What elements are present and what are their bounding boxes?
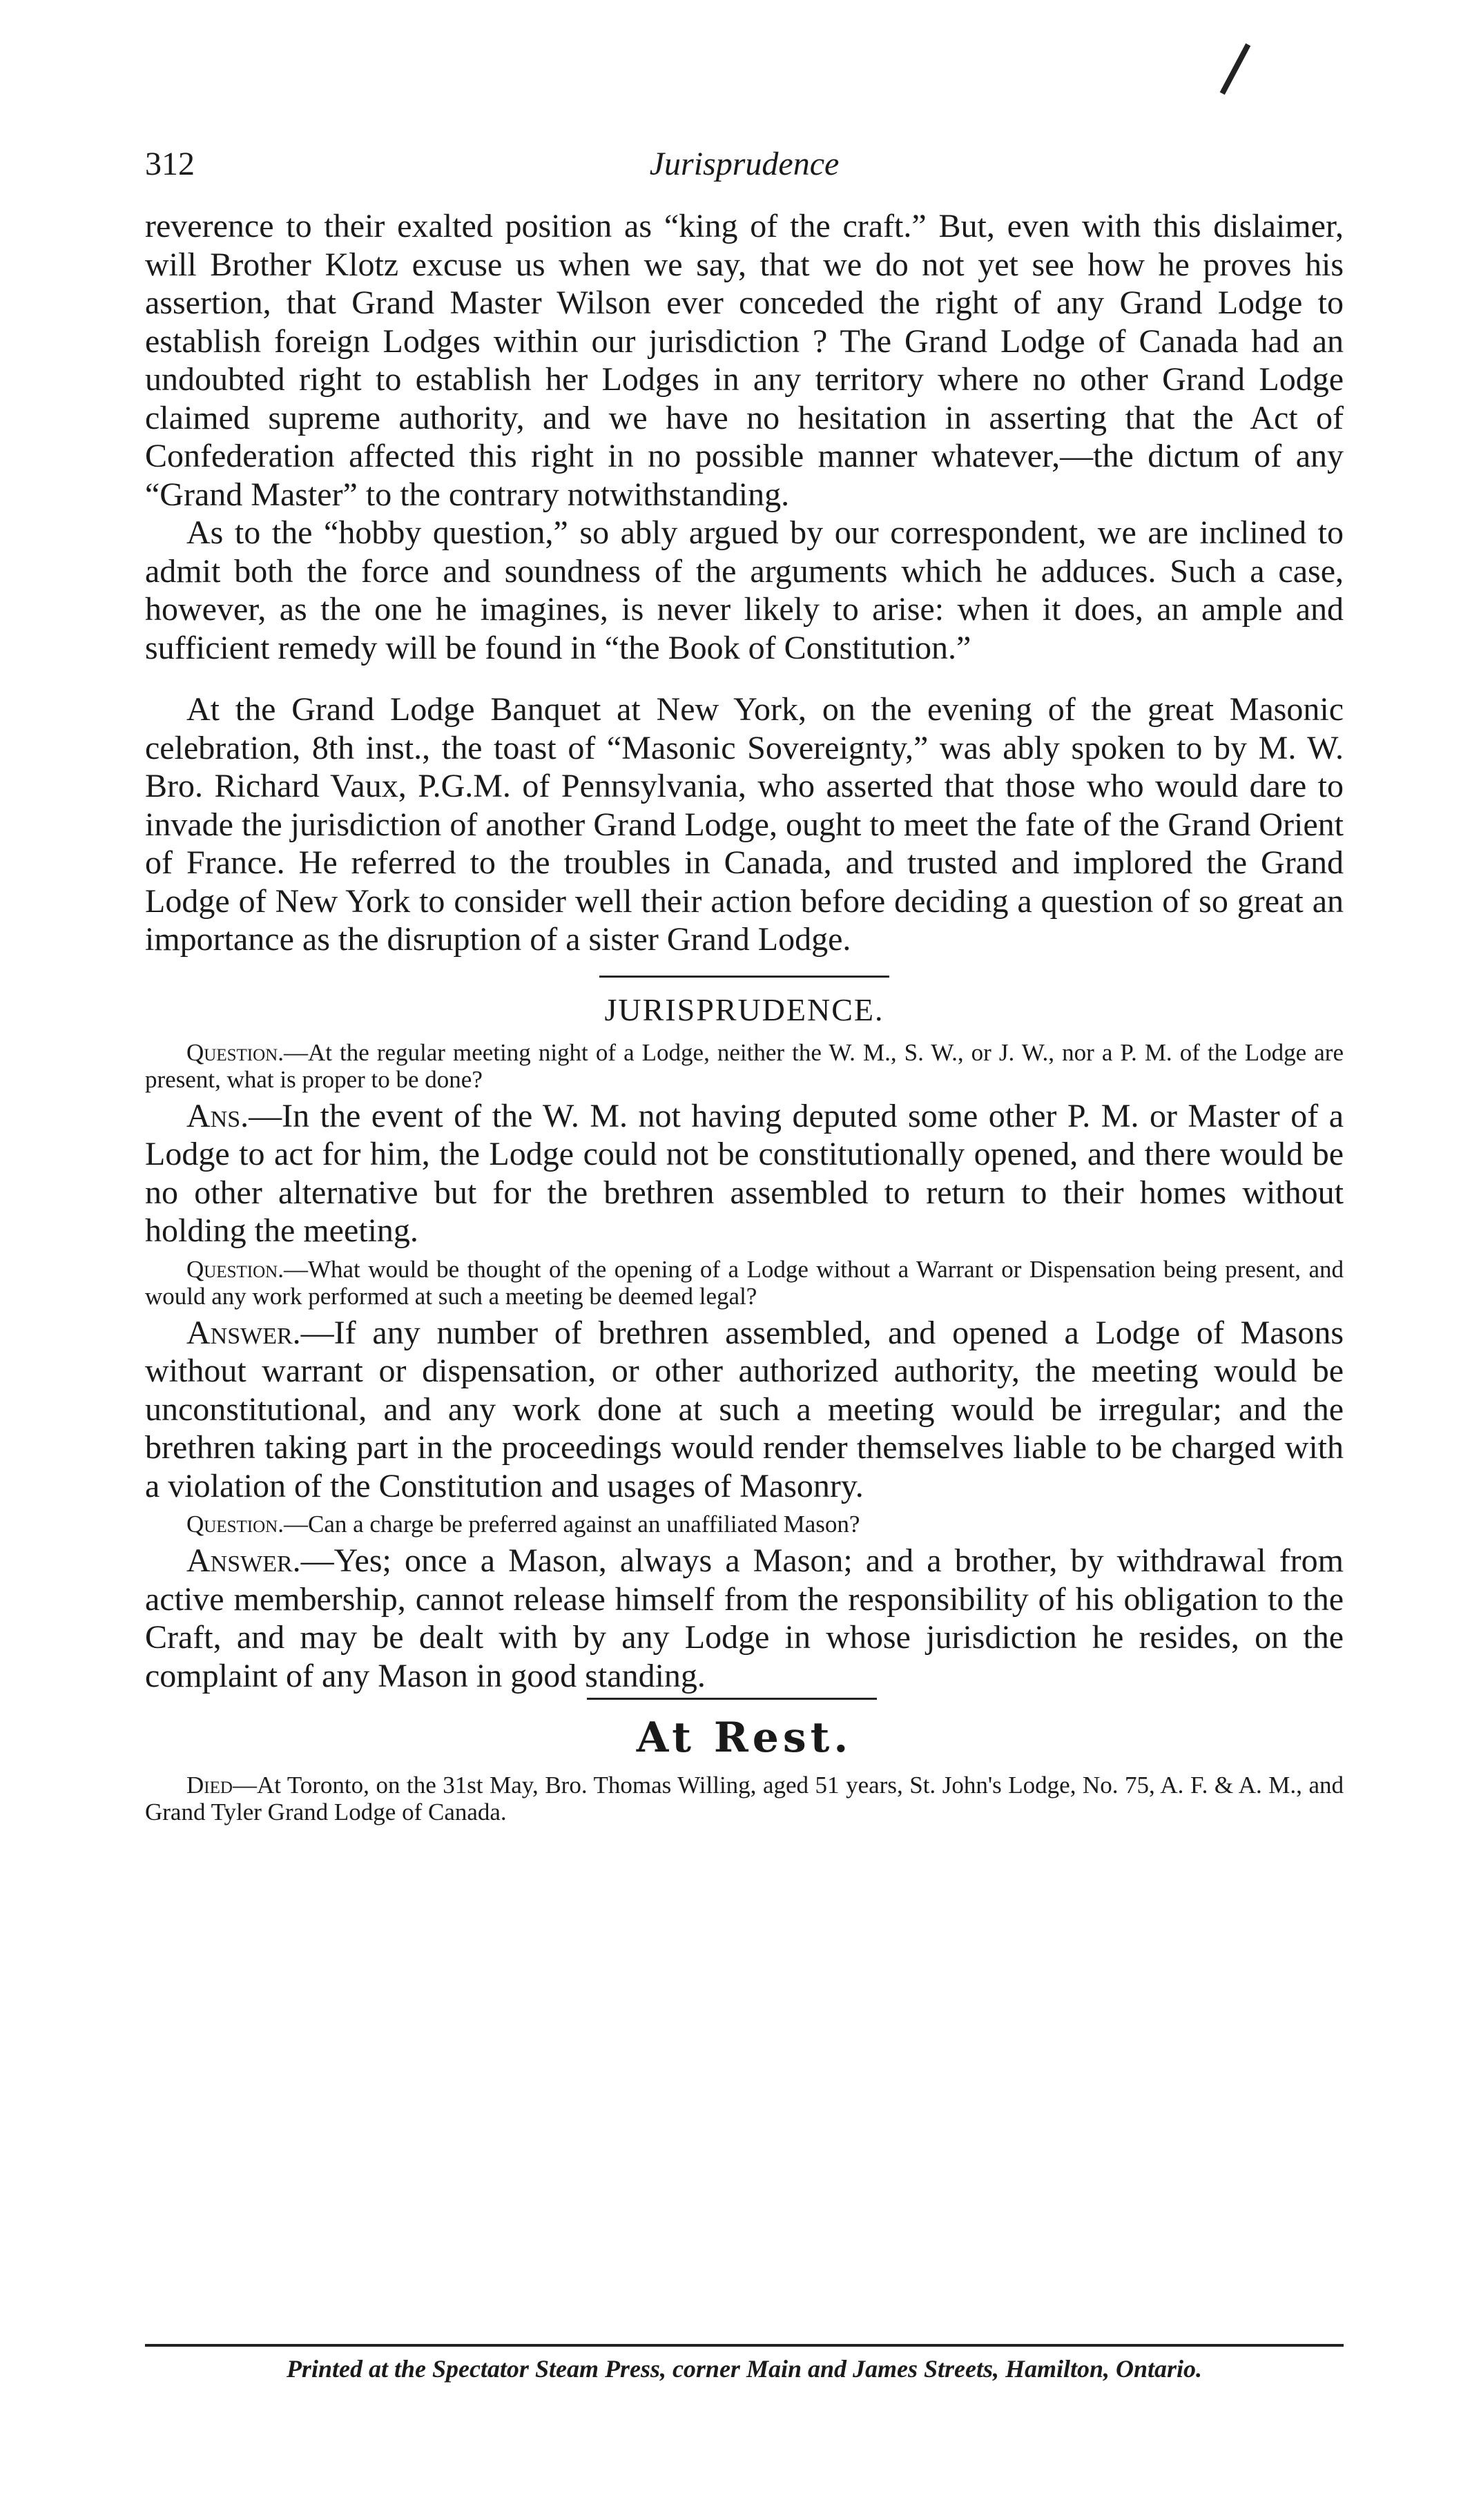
answer-1 <box>145 1097 1344 1250</box>
answer-text: —If any number of brethren assembled, and opened a Lodge of Masons without warrant or dispensation, or other authorized authority, the meeting would be unconstitutional, and any work done at such a meeting would be irregular; and the brethren taking part in the proceedings would render themselves liable to be charged with a violation of the Constitution and usages of Masonry. <box>145 1314 1344 1504</box>
page-body <box>145 207 1344 1830</box>
running-title: Jurisprudence <box>649 146 840 182</box>
answer-text: —Yes; once a Mason, always a Mason; and a brother, by withdrawal from active membership, cannot release himself from the responsibility of his obligation to the Craft, and may be dealt with by any Lodge in whose jurisdiction he resides, on the complaint of any Mason in good standing. <box>145 1542 1344 1694</box>
section-heading-at-rest: At Rest. <box>636 1714 853 1762</box>
obituary-notice <box>145 1772 1344 1825</box>
question-label: Question. <box>186 1511 284 1538</box>
question-3 <box>145 1511 1344 1538</box>
question-label: Question. <box>186 1038 284 1066</box>
question-2 <box>145 1256 1344 1310</box>
question-label: Question. <box>186 1255 284 1283</box>
question-text: —What would be thought of the opening of a Lodge without a Warrant or Dispensation being present, and would any work performed at such a meeting be deemed legal? <box>145 1255 1344 1310</box>
question-text: —Can a charge be preferred against an unaffiliated Mason? <box>283 1511 860 1538</box>
paragraph-banquet: At the Grand Lodge Banquet at New York, on the evening of the great Masonic celebration, 8th inst., the toast of “Masonic Sovereignty,” was ably spoken to by M. W. Bro. Richard Vaux, P.G.M. of Pennsylvania, who asserted that those who would dare to invade the jurisdiction of another Grand Lodge, ought to meet the fate of the Grand Orient of France. He referred to the troubles in Canada, and trusted and implored the Grand Lodge of New York to consider well their action before deciding a question of so great an importance as the disruption of a sister Grand Lodge. <box>145 691 1344 958</box>
question-text: —At the regular meeting night of a Lodge, neither the W. M., S. W., or J. W., nor a P. M. of the Lodge are present, what is proper to be done? <box>145 1038 1344 1093</box>
page-number: 312 <box>145 146 195 182</box>
answer-2 <box>145 1314 1344 1506</box>
obituary-text: —At Toronto, on the 31st May, Bro. Thomas Willing, aged 51 years, St. John's Lodge, No. 75, A. F. & A. M., and Grand Tyler Grand Lodge of Canada. <box>145 1772 1344 1825</box>
answer-label: Answer. <box>186 1542 301 1579</box>
running-header <box>145 145 1344 193</box>
answer-text: —In the event of the W. M. not having deputed some other P. M. or Master of a Lodge to act for him, the Lodge could not be constitutionally opened, and there would be no other alternative but for the brethren assembled to return to their homes without holding the meeting. <box>145 1097 1344 1249</box>
obituary-label: Died <box>186 1772 233 1799</box>
section-rule <box>587 1698 877 1700</box>
answer-label: Ans. <box>186 1097 249 1134</box>
section-rule <box>599 976 889 978</box>
paragraph-hobby-question: As to the “hobby question,” so ably argued by our correspondent, we are inclined to admit both the force and soundness of the arguments which he adduces. Such a case, however, as the one he imagines, is never likely to arise: when it does, an ample and sufficient remedy will be found in “the Book of Constitution.” <box>145 514 1344 666</box>
answer-3 <box>145 1542 1344 1695</box>
printer-imprint: Printed at the Spectator Steam Press, corner Main and James Streets, Hamilton, Ontario. <box>286 2355 1203 2383</box>
answer-label: Answer. <box>186 1314 301 1351</box>
section-heading-jurisprudence: JURISPRUDENCE. <box>604 991 884 1027</box>
pencil-mark <box>1220 43 1251 95</box>
paragraph-continued: reverence to their exalted position as “king of the craft.” But, even with this dislaimer, will Brother Klotz excuse us when we say, that we do not yet see how he proves his assertion, that Grand Master Wilson ever conceded the right of any Grand Lodge to establish foreign Lodges within our jurisdiction ? The Grand Lodge of Canada had an undoubted right to establish her Lodges in any territory where no other Grand Lodge claimed supreme authority, and we have no hesitation in asserting that the Act of Confederation affected this right in no possible manner whatever,—the dictum of any “Grand Master” to the contrary notwithstanding. <box>145 208 1344 513</box>
footer-rule <box>145 2344 1344 2347</box>
question-1 <box>145 1039 1344 1093</box>
